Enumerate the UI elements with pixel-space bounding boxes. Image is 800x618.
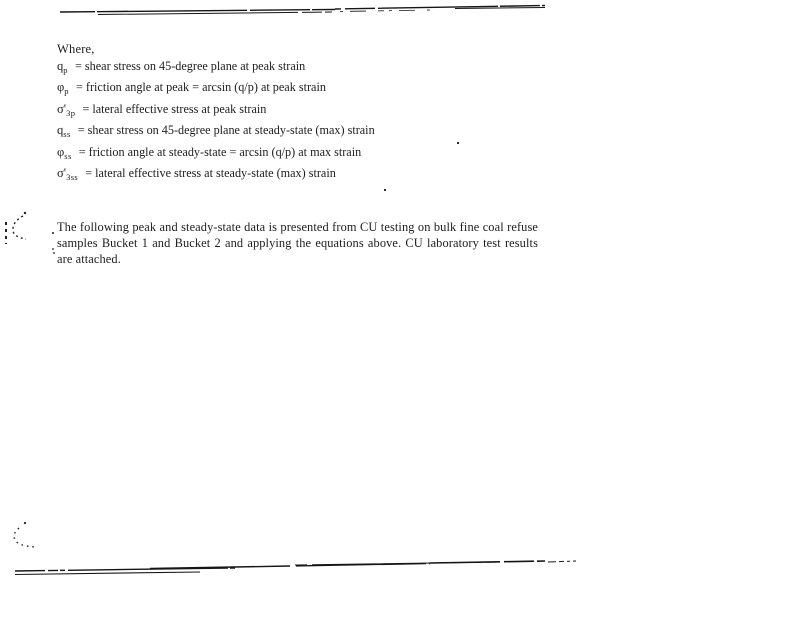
margin-mark-lower [6,514,54,558]
definition-line [57,56,577,77]
definition-subscript: ss [64,150,72,161]
definition-text: = lateral effective stress at steady-state (max) strain [85,165,336,180]
definition-subscript: p [64,86,69,97]
definition-text: = friction angle at steady-state = arcsin (q/p) at max strain [78,144,362,159]
margin-mark-upper [2,206,60,258]
definition-line [57,142,577,163]
ink-speck [384,189,386,191]
top-ruled-line [0,0,560,18]
bottom-ruled-line [0,554,590,578]
definition-line [57,163,577,184]
definition-symbol: φ [57,80,65,95]
definition-text: = friction angle at peak = arcsin (q/p) at peak strain [75,80,326,95]
definition-line [57,120,577,141]
definition-subscript: 3ss [66,171,79,182]
definition-line [57,77,577,98]
definition-symbol: φ [57,144,65,159]
definition-text: = lateral effective stress at peak strain [82,101,267,116]
definition-text: = shear stress on 45-degree plane at steady-state (max) strain [77,123,375,138]
definition-symbol: σ' [57,101,67,116]
definition-symbol: q [57,59,64,73]
definition-text: = shear stress on 45-degree plane at peak strain [75,59,306,73]
definition-subscript: ss [63,129,71,140]
definition-subscript: p [63,65,68,75]
body-paragraph: The following peak and steady-state data is presented from CU testing on bulk fine coal refuse samples Bucket 1 and Bucket 2 and applying the equations above. CU laboratory test results are attached. [57,220,538,266]
ink-speck [457,142,459,144]
definition-line [57,99,577,120]
where-label: Where, [57,42,95,56]
definition-symbol: σ' [57,165,67,180]
definition-symbol: q [57,123,64,138]
definitions-list [57,56,577,184]
definition-subscript: 3p [66,107,76,118]
